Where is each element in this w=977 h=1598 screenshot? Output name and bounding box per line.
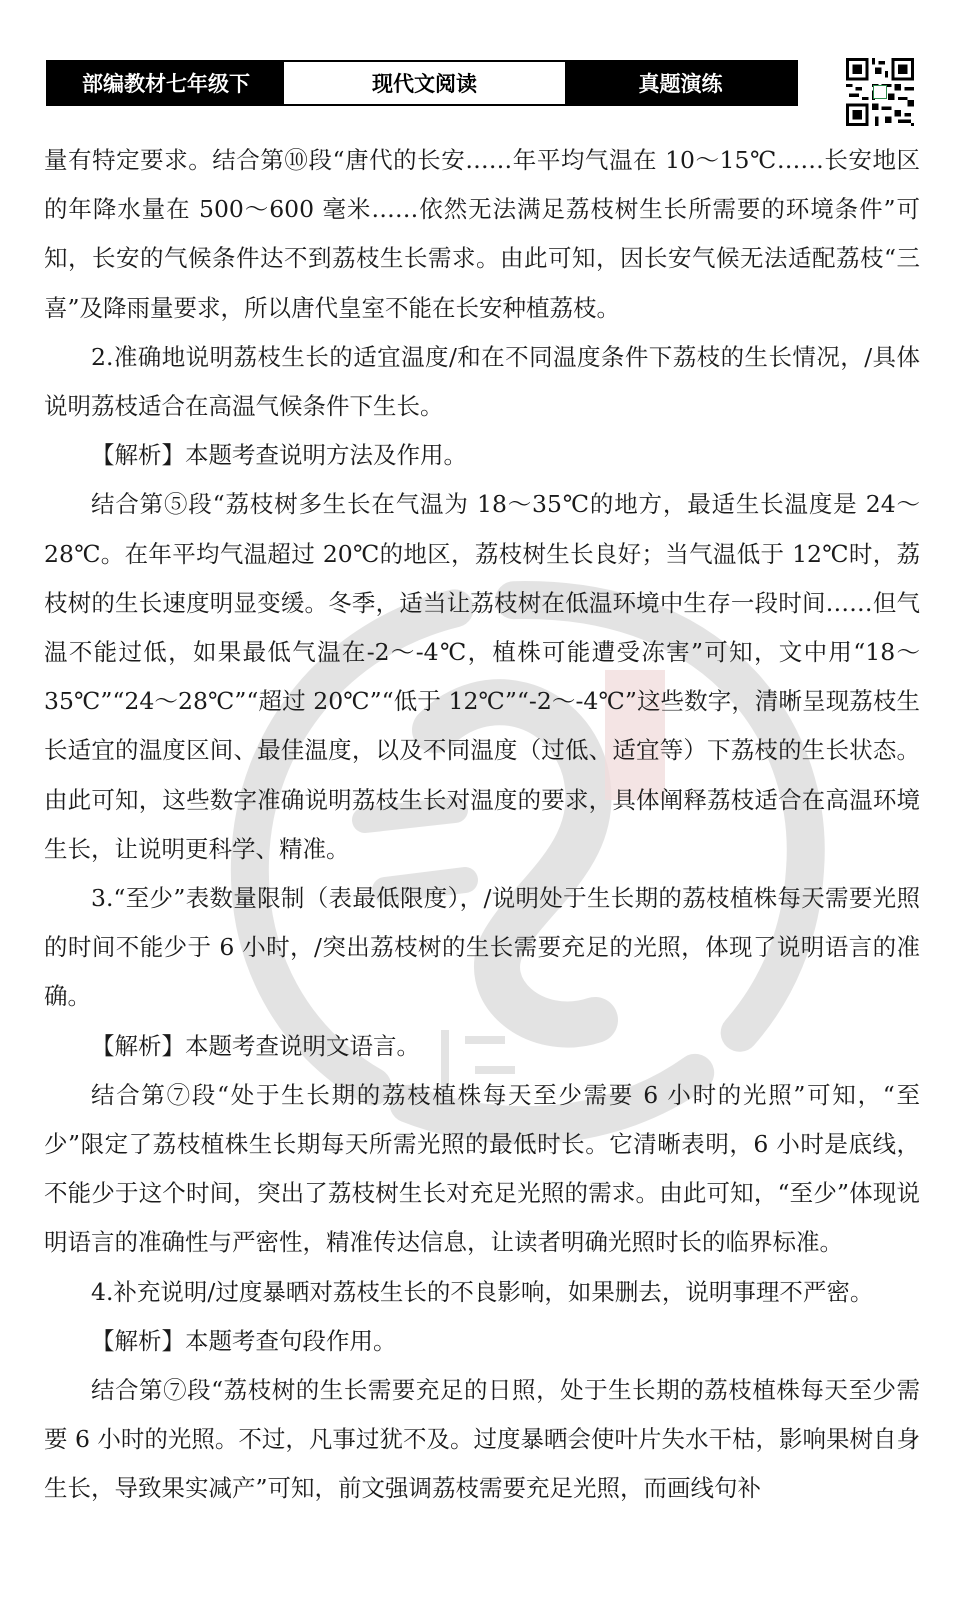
answer-3: 3.“至少”表数量限制（表最低限度），/说明处于生长期的荔枝植株每天需要光照的时间不能少于 6 小时，/突出荔枝树的生长需要充足的光照，体现了说明语言的准确。 bbox=[44, 884, 920, 1011]
answer-content bbox=[44, 136, 920, 1514]
paragraph: 量有特定要求。结合第⑩段“唐代的长安……年平均气温在 10～15℃……长安地区的年降水量在 500～600 毫米……依然无法满足荔枝树生长所需要的环境条件”可知，长安的气候条件达不到荔枝生长需求。由此可知，因长安气候无法适配荔枝“三喜”及降雨量要求，所以唐代皇室不能在长安种植荔枝。 bbox=[44, 146, 920, 322]
section-label: 真题演练 bbox=[565, 62, 796, 104]
paragraph: 结合第⑦段“荔枝树的生长需要充足的日照，处于生长期的荔枝植株每天至少需要 6 小时的光照。不过，凡事过犹不及。过度暴晒会使叶片失水干枯，影响果树自身生长，导致果实减产”可知，前文强调荔枝需要充足光照，而画线句补 bbox=[44, 1376, 920, 1503]
paragraph: 结合第⑦段“处于生长期的荔枝植株每天至少需要 6 小时的光照”可知，“至少”限定了荔枝植株生长期每天所需光照的最低时长。它清晰表明，6 小时是底线，不能少于这个时间，突出了荔枝树生长对充足光照的需求。由此可知，“至少”体现说明语言的准确性与严密性，精准传达信息，让读者明确光照时长的临界标准。 bbox=[44, 1080, 920, 1257]
answer-2: 2.准确地说明荔枝生长的适宜温度/和在不同温度条件下荔枝的生长情况，/具体说明荔枝适合在高温气候条件下生长。 bbox=[44, 342, 920, 421]
answer-4: 4.补充说明/过度暴晒对荔枝生长的不良影响，如果删去，说明事理不严密。 bbox=[91, 1277, 874, 1306]
qr-code-icon bbox=[846, 58, 914, 126]
analysis-heading: 【解析】本题考查说明文语言。 bbox=[91, 1031, 420, 1060]
analysis-heading: 【解析】本题考查说明方法及作用。 bbox=[91, 441, 467, 470]
paragraph: 结合第⑤段“荔枝树多生长在气温为 18～35℃的地方，最适生长温度是 24～28℃。在年平均气温超过 20℃的地区，荔枝树生长良好；当气温低于 12℃时，荔枝树的生长速度明显变缓。冬季，适当让荔枝树在低温环境中生存一段时间……但气温不能过低，如果最低气温在-2～-4℃，植株可能遭受冻害”可知，文中用“18～35℃”“24～28℃”“超过 20℃”“低于 12℃”“-2～-4℃”这些数字，清晰呈现荔枝生长适宜的温度区间、最佳温度，以及不同温度（过低、适宜等）下荔枝的生长状态。由此可知，这些数字准确说明荔枝生长对温度的要求，具体阐释荔枝适合在高温环境生长，让说明更科学、精准。 bbox=[44, 490, 920, 863]
analysis-heading: 【解析】本题考查句段作用。 bbox=[91, 1326, 397, 1355]
subject-label: 现代文阅读 bbox=[284, 62, 565, 104]
header-bar bbox=[46, 60, 798, 106]
grade-label: 部编教材七年级下 bbox=[48, 62, 284, 104]
